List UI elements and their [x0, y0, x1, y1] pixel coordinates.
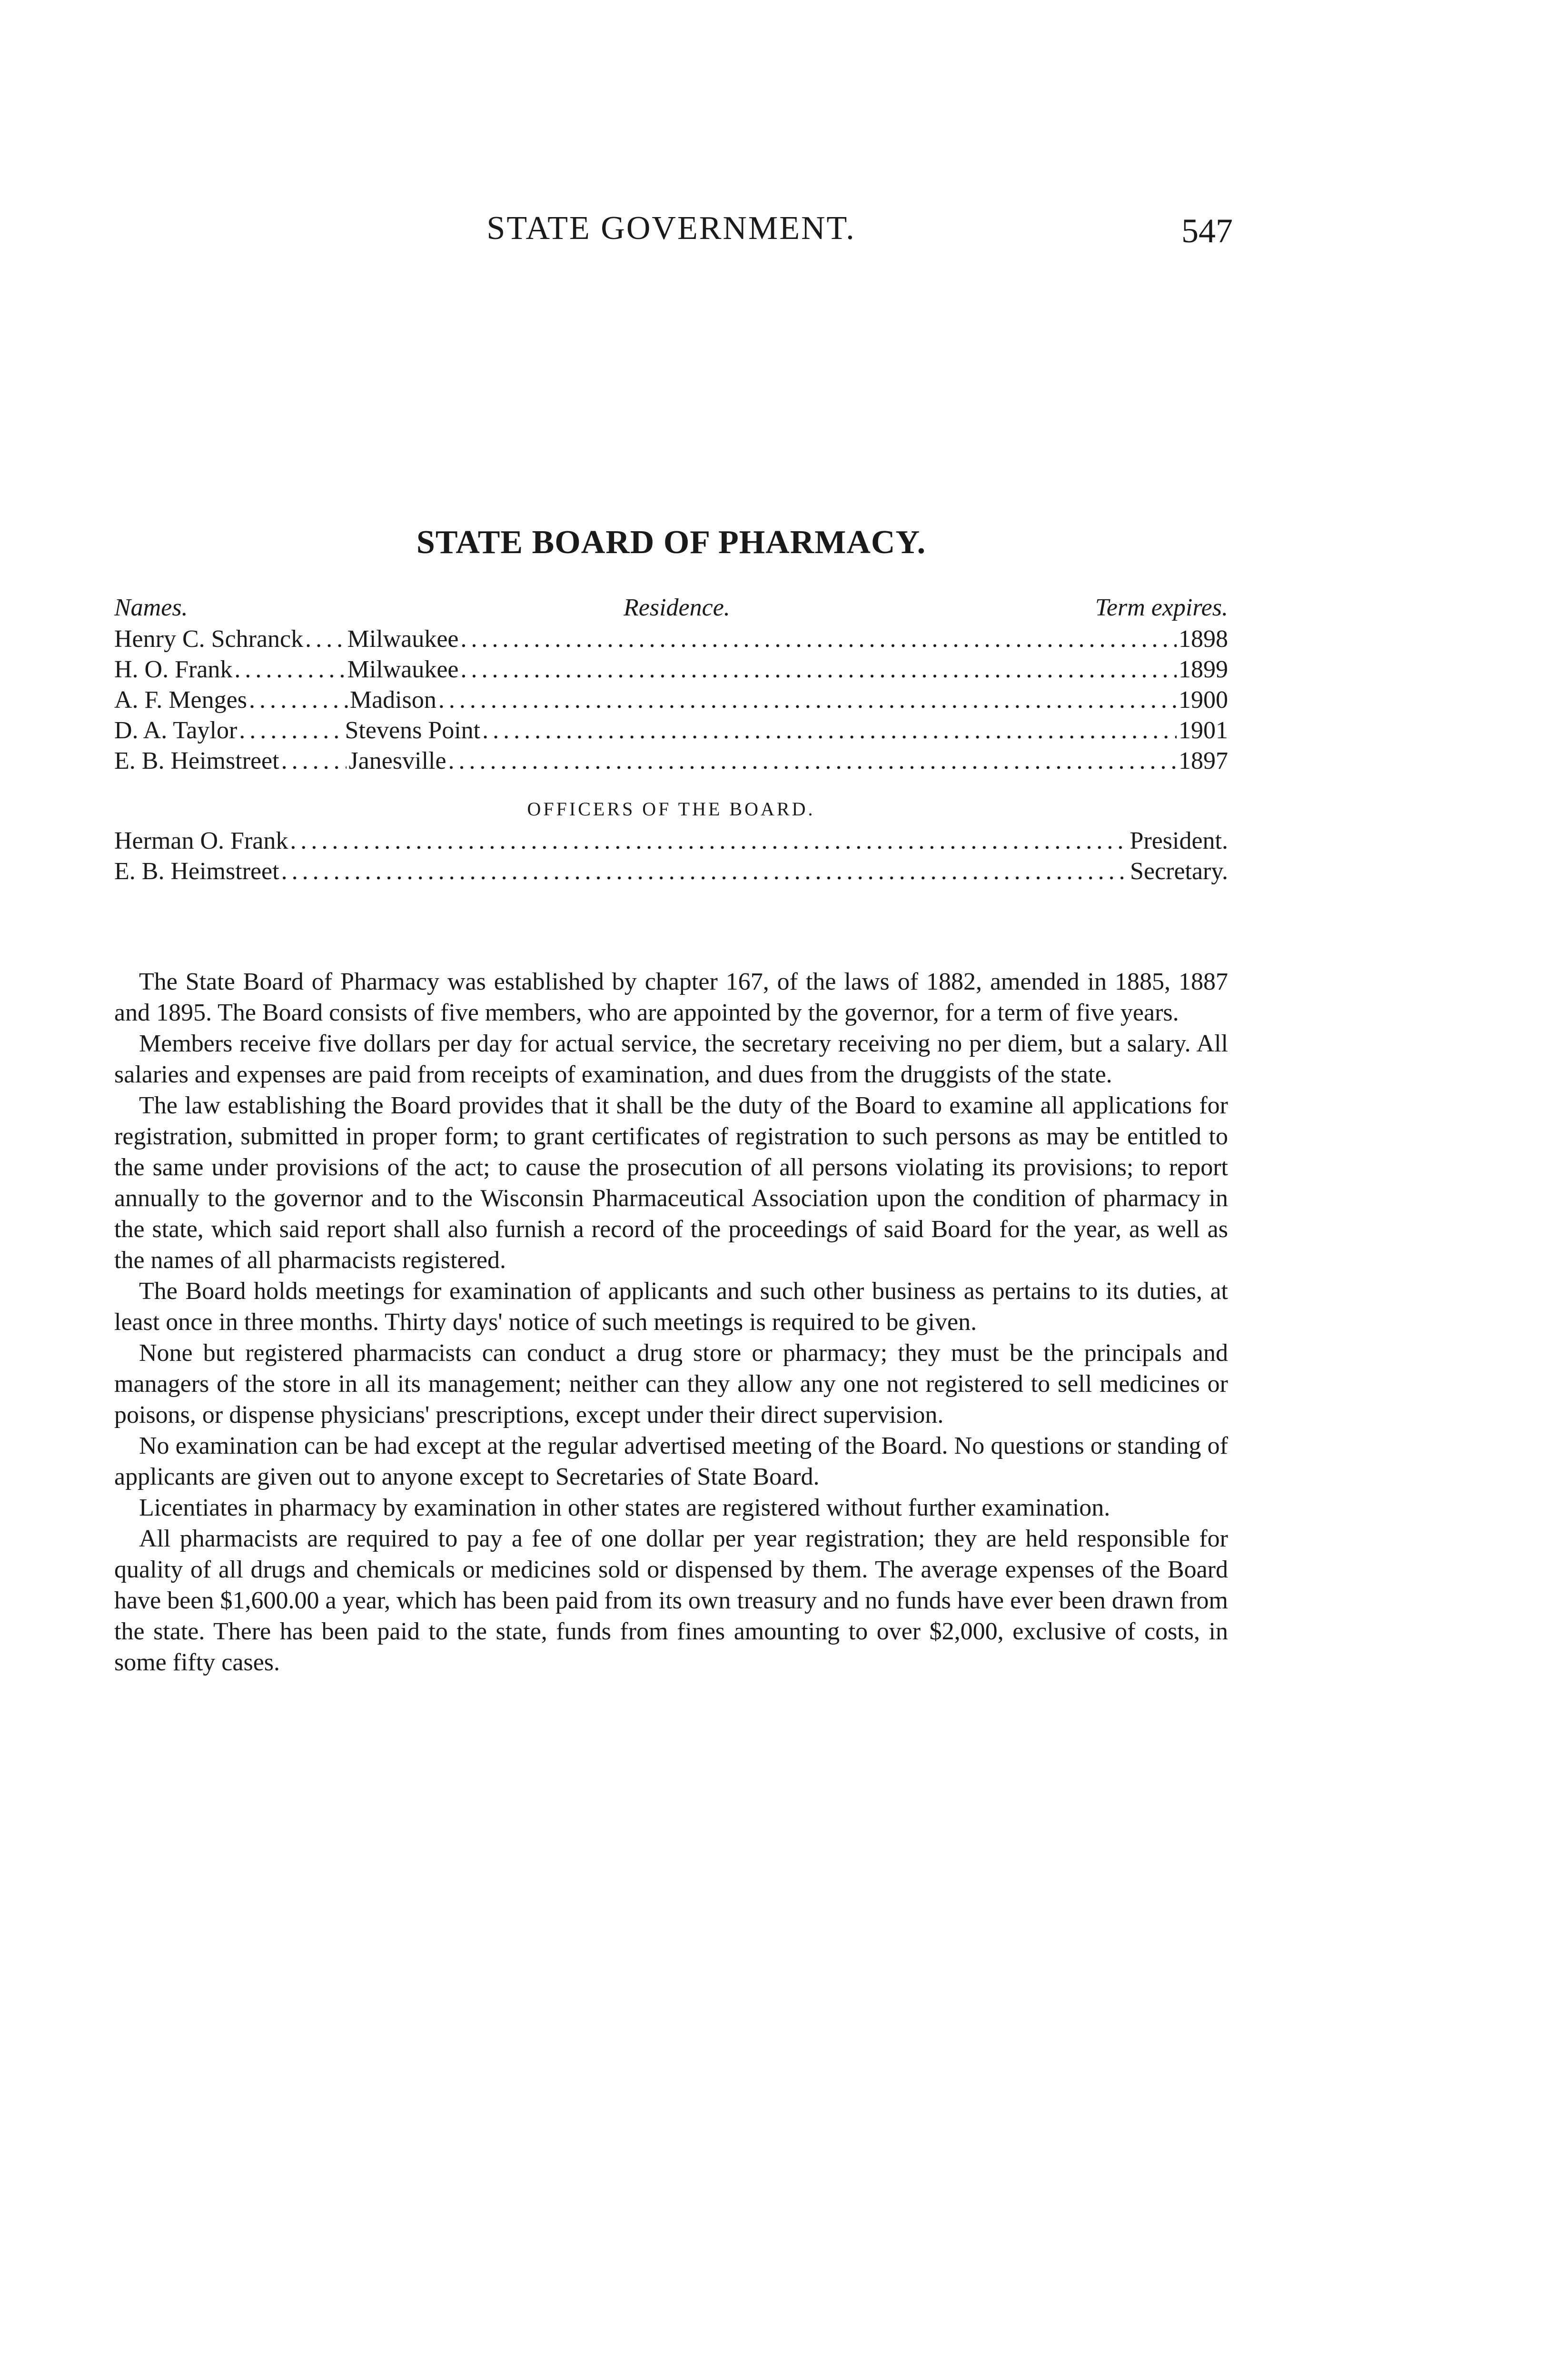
member-residence: Milwaukee: [347, 656, 459, 683]
dot-leader: [234, 654, 345, 685]
dot-leader: [461, 624, 1177, 654]
officer-row: [114, 826, 1228, 856]
officer-office: President.: [1130, 827, 1228, 854]
running-head: [114, 209, 1233, 252]
page-number: 547: [1181, 212, 1233, 250]
dot-leader: [281, 746, 347, 776]
paragraph: The law establishing the Board provides that it shall be the duty of the Board to examine all applications for registration, submitted in proper form; to grant certificates of registration to such persons as may be entitled to the same under provisions of the act; to cause the prosecution of all persons violating its provisions; to report annually to the governor and to the Wisconsin Pharmaceutical Association upon the condition of pharmacy in the state, which said report shall also furnish a record of the proceedings of said Board for the year, as well as the names of all pharmacists registered.: [114, 1092, 1228, 1274]
paragraph: No examination can be had except at the regular advertised meeting of the Board. No questions or standing of applicants are given out to anyone except to Secretaries of State Board.: [114, 1432, 1228, 1490]
dot-leader: [438, 685, 1177, 715]
member-residence: Stevens Point: [345, 717, 481, 744]
member-term: 1901: [1179, 717, 1228, 744]
dot-leader: [281, 856, 1128, 887]
paragraph: The Board holds meetings for examination of applicants and such other business as pertains to its duties, at least once in three months. Thirty days' notice of such meetings is required to be given.: [114, 1278, 1228, 1336]
member-row: [114, 624, 1228, 654]
dot-leader: [482, 715, 1177, 746]
member-term: 1898: [1179, 625, 1228, 653]
member-term: 1899: [1179, 656, 1228, 683]
column-header-names: Names.: [114, 594, 188, 621]
paragraph: Licentiates in pharmacy by examination in other states are registered without further examination.: [139, 1494, 1110, 1521]
dot-leader: [305, 624, 345, 654]
section-title: STATE BOARD OF PHARMACY.: [416, 524, 926, 561]
member-residence: Janesville: [348, 747, 446, 774]
body-text: [114, 966, 1228, 1678]
officers-heading: OFFICERS OF THE BOARD.: [527, 798, 815, 820]
member-name: A. F. Menges: [114, 686, 247, 714]
paragraph: The State Board of Pharmacy was established by chapter 167, of the laws of 1882, amended in 1885, 1887 and 1895. The Board consists of five members, who are appointed by the governor, for a term of five years.: [114, 968, 1228, 1026]
column-header-residence: Residence.: [624, 594, 730, 621]
member-term: 1897: [1179, 747, 1228, 774]
paragraph: All pharmacists are required to pay a fee of one dollar per year registration; they are held responsible for quality of all drugs and chemicals or medicines sold or dispensed by them. The average expenses of the Board have been $1,600.00 a year, which has been paid from its own treasury and no funds have ever been drawn from the state. There has been paid to the state, funds from fines amounting to over $2,000, exclusive of costs, in some fifty cases.: [114, 1525, 1228, 1676]
member-residence: Madison: [349, 686, 436, 714]
member-row: [114, 654, 1228, 685]
member-residence: Milwaukee: [347, 625, 459, 653]
member-name: H. O. Frank: [114, 656, 233, 683]
member-row: [114, 715, 1228, 746]
paragraph: Members receive five dollars per day for actual service, the secretary receiving no per diem, but a salary. All salaries and expenses are paid from receipts of examination, and dues from the druggists of the state.: [114, 1030, 1228, 1088]
dot-leader: [448, 746, 1177, 776]
dot-leader: [239, 715, 343, 746]
officer-name: E. B. Heimstreet: [114, 858, 279, 885]
member-term: 1900: [1179, 686, 1228, 714]
dot-leader: [290, 826, 1128, 856]
running-title: STATE GOVERNMENT.: [486, 210, 856, 247]
officer-row: [114, 856, 1228, 887]
member-row: [114, 746, 1228, 776]
officer-name: Herman O. Frank: [114, 827, 288, 854]
members-table: [114, 593, 1228, 887]
table-header: [114, 593, 1228, 624]
member-row: [114, 685, 1228, 715]
member-name: E. B. Heimstreet: [114, 747, 279, 774]
dot-leader: [249, 685, 348, 715]
column-header-term: Term expires.: [1095, 594, 1228, 621]
paragraph: None but registered pharmacists can conduct a drug store or pharmacy; they must be the principals and managers of the store in all its management; neither can they allow any one not registered to sell medicines or poisons, or dispense physicians' prescriptions, except under their direct supervision.: [114, 1339, 1228, 1428]
officer-office: Secretary.: [1130, 858, 1228, 885]
member-name: Henry C. Schranck: [114, 625, 304, 653]
member-name: D. A. Taylor: [114, 717, 238, 744]
dot-leader: [461, 654, 1177, 685]
